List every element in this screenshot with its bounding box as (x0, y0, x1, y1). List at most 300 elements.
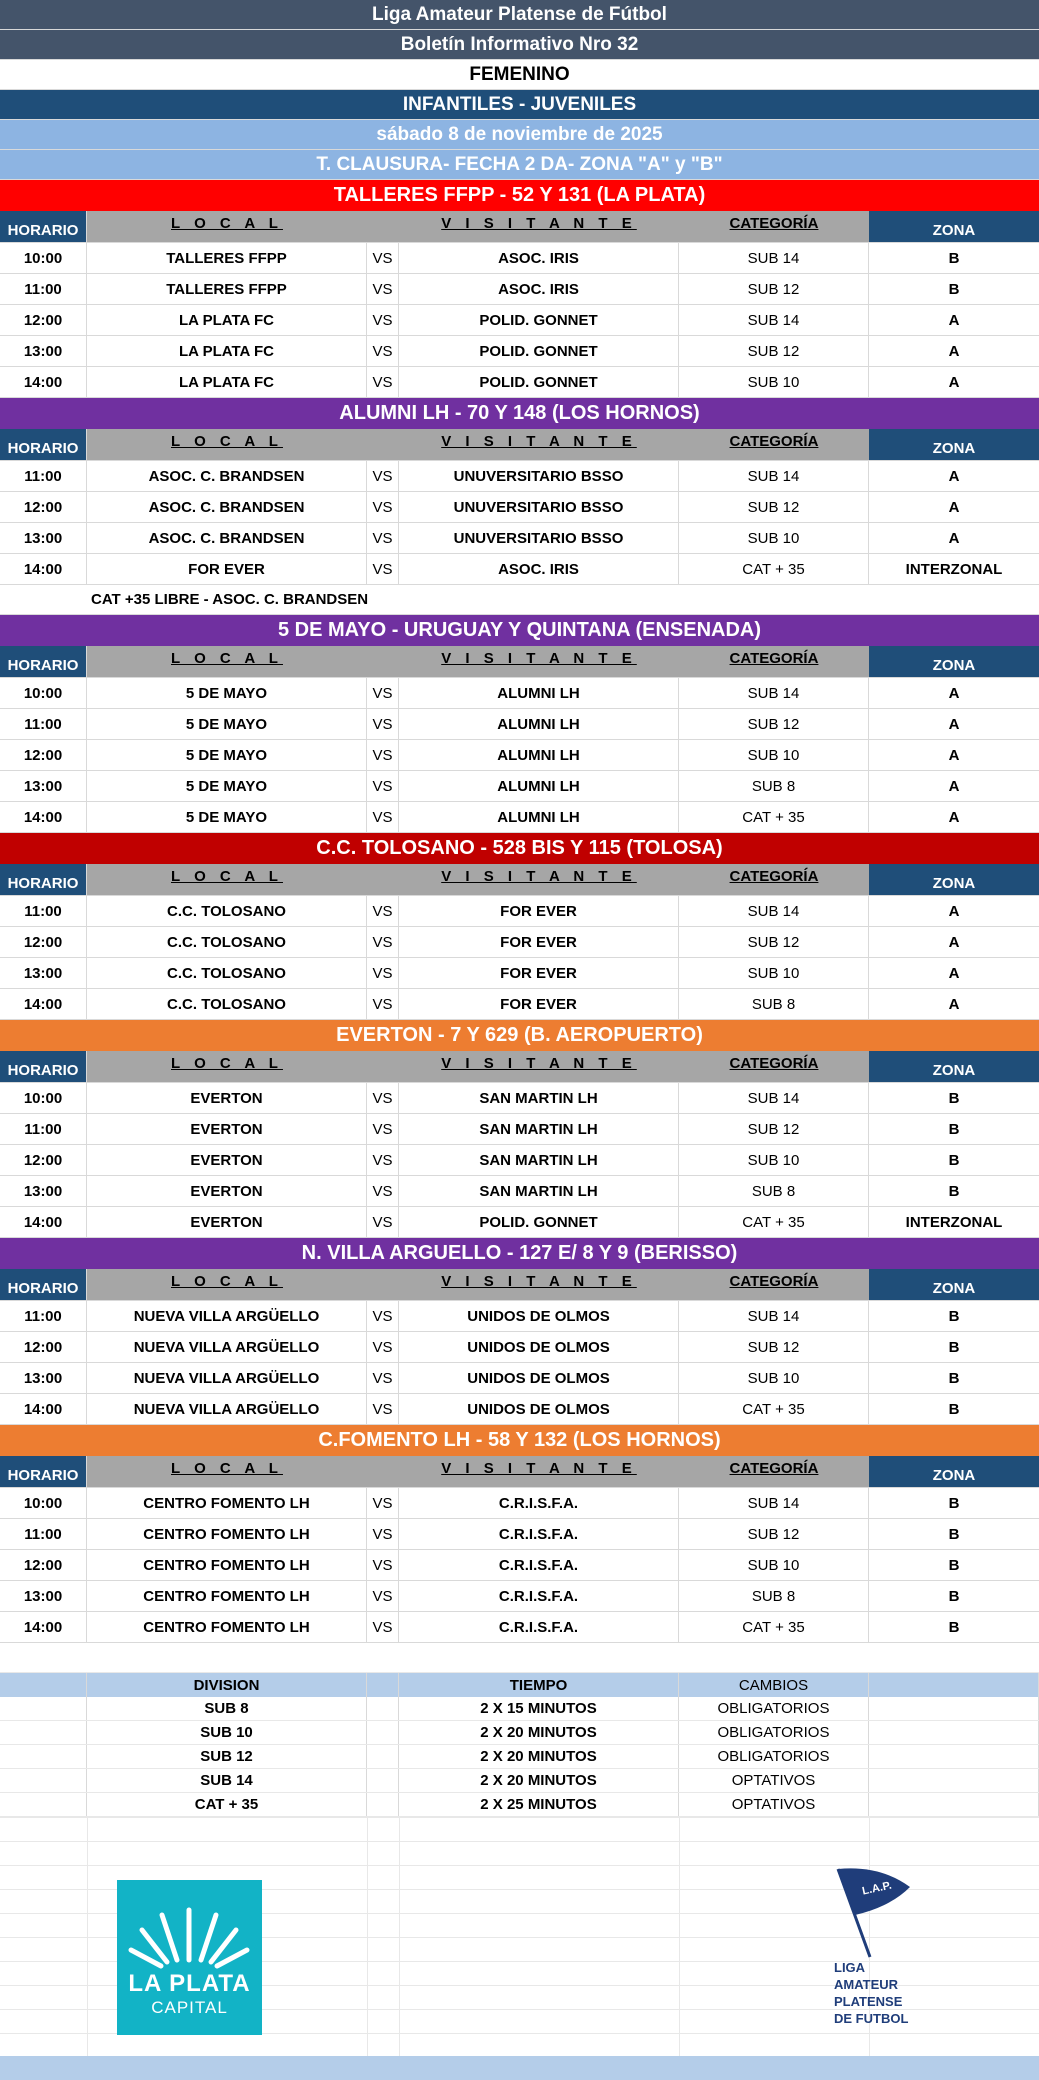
match-category: SUB 8 (679, 989, 869, 1019)
header-categoria: CATEGORÍA (679, 211, 869, 242)
match-row (0, 678, 1039, 709)
rules-division: SUB 12 (87, 1745, 367, 1768)
match-visitor-team: FOR EVER (399, 989, 679, 1019)
match-local-team: EVERTON (87, 1176, 367, 1206)
match-time: 14:00 (0, 802, 87, 832)
match-row (0, 1519, 1039, 1550)
match-time: 12:00 (0, 740, 87, 770)
match-local-team: EVERTON (87, 1145, 367, 1175)
match-local-team: CENTRO FOMENTO LH (87, 1519, 367, 1549)
match-local-team: EVERTON (87, 1207, 367, 1237)
match-visitor-team: ALUMNI LH (399, 678, 679, 708)
match-zone: A (948, 746, 960, 764)
rules-cambios: OBLIGATORIOS (679, 1697, 869, 1720)
match-category: SUB 10 (679, 958, 869, 988)
match-time: 12:00 (0, 305, 87, 335)
match-visitor-team: POLID. GONNET (399, 336, 679, 366)
header-visitante: V I S I T A N T E (399, 1456, 679, 1487)
venue-title: ALUMNI LH - 70 Y 148 (LOS HORNOS) (0, 398, 1039, 429)
match-visitor-team: FOR EVER (399, 896, 679, 926)
match-category: SUB 10 (679, 367, 869, 397)
match-local-team: C.C. TOLOSANO (87, 989, 367, 1019)
match-category: CAT + 35 (679, 1207, 869, 1237)
table-header-row (0, 1456, 1039, 1488)
match-visitor-team: FOR EVER (399, 958, 679, 988)
header-local: L O C A L (87, 211, 367, 242)
match-zone: B (948, 249, 960, 267)
match-vs: VS (367, 1145, 399, 1175)
venues-container (0, 180, 1039, 1643)
flag-icon (830, 1867, 940, 1962)
match-row (0, 1114, 1039, 1145)
la-plata-logo-line2: CAPITAL (151, 1998, 228, 2017)
match-local-team: 5 DE MAYO (87, 740, 367, 770)
match-local-team: ASOC. C. BRANDSEN (87, 523, 367, 553)
header-categoria: CATEGORÍA (679, 429, 869, 460)
match-time: 11:00 (0, 709, 87, 739)
match-time: 11:00 (0, 896, 87, 926)
match-zone: A (948, 933, 960, 951)
match-zone: A (948, 902, 960, 920)
header-local: L O C A L (87, 1051, 367, 1082)
match-row (0, 896, 1039, 927)
header-local: L O C A L (87, 864, 367, 895)
match-time: 11:00 (0, 1301, 87, 1331)
rules-cambios: OBLIGATORIOS (679, 1745, 869, 1768)
match-local-team: ASOC. C. BRANDSEN (87, 461, 367, 491)
match-local-team: 5 DE MAYO (87, 678, 367, 708)
header-categoria: CATEGORÍA (679, 1456, 869, 1487)
rules-empty-cell (869, 1697, 1039, 1720)
match-time: 11:00 (0, 274, 87, 304)
match-category: SUB 10 (679, 523, 869, 553)
match-row (0, 523, 1039, 554)
match-local-team: EVERTON (87, 1083, 367, 1113)
header-empty (367, 1456, 399, 1487)
match-row (0, 709, 1039, 740)
match-zone: B (948, 1587, 960, 1605)
match-category: SUB 12 (679, 927, 869, 957)
match-zone: A (948, 995, 960, 1013)
match-visitor-team: SAN MARTIN LH (399, 1083, 679, 1113)
match-time: 11:00 (0, 1519, 87, 1549)
match-visitor-team: ASOC. IRIS (399, 274, 679, 304)
header-zona: ZONA (869, 1051, 1039, 1082)
match-row (0, 927, 1039, 958)
match-vs: VS (367, 336, 399, 366)
match-zone: A (948, 373, 960, 391)
match-time: 13:00 (0, 958, 87, 988)
match-row (0, 1332, 1039, 1363)
rules-empty-cell (869, 1793, 1039, 1816)
header-horario: HORARIO (0, 1456, 87, 1487)
match-zone: A (948, 777, 960, 795)
match-zone: B (948, 1089, 960, 1107)
match-time: 12:00 (0, 492, 87, 522)
match-vs: VS (367, 1550, 399, 1580)
match-visitor-team: C.R.I.S.F.A. (399, 1550, 679, 1580)
rules-empty-cell (869, 1745, 1039, 1768)
match-zone: B (948, 1494, 960, 1512)
header-zona: ZONA (869, 211, 1039, 242)
match-local-team: NUEVA VILLA ARGÜELLO (87, 1332, 367, 1362)
match-local-team: 5 DE MAYO (87, 802, 367, 832)
match-visitor-team: UNIDOS DE OLMOS (399, 1301, 679, 1331)
table-header-row (0, 646, 1039, 678)
match-visitor-team: C.R.I.S.F.A. (399, 1519, 679, 1549)
rules-row (0, 1745, 1039, 1769)
match-category: SUB 8 (679, 1581, 869, 1611)
spacer-row (0, 1643, 1039, 1673)
rules-empty-cell (0, 1673, 87, 1697)
footer-band (0, 2056, 1039, 2080)
header-categoria: CATEGORÍA (679, 646, 869, 677)
match-time: 10:00 (0, 1488, 87, 1518)
header-zona: ZONA (869, 864, 1039, 895)
match-vs: VS (367, 927, 399, 957)
match-zone: A (948, 467, 960, 485)
match-time: 13:00 (0, 1176, 87, 1206)
match-local-team: C.C. TOLOSANO (87, 958, 367, 988)
match-category: SUB 8 (679, 771, 869, 801)
header-zona: ZONA (869, 646, 1039, 677)
age-category-title: INFANTILES - JUVENILES (0, 90, 1039, 120)
match-row (0, 1612, 1039, 1643)
match-category: SUB 14 (679, 896, 869, 926)
table-header-row (0, 864, 1039, 896)
rules-table (0, 1697, 1039, 1817)
match-category: CAT + 35 (679, 554, 869, 584)
match-visitor-team: C.R.I.S.F.A. (399, 1612, 679, 1642)
match-vs: VS (367, 1176, 399, 1206)
match-row (0, 1145, 1039, 1176)
match-local-team: LA PLATA FC (87, 305, 367, 335)
header-categoria: CATEGORÍA (679, 1269, 869, 1300)
match-visitor-team: UNUVERSITARIO BSSO (399, 461, 679, 491)
match-row (0, 1363, 1039, 1394)
match-row (0, 802, 1039, 833)
header-empty (367, 429, 399, 460)
match-row (0, 1176, 1039, 1207)
match-time: 13:00 (0, 523, 87, 553)
match-time: 13:00 (0, 1581, 87, 1611)
match-vs: VS (367, 1488, 399, 1518)
match-time: 12:00 (0, 1145, 87, 1175)
match-visitor-team: UNIDOS DE OLMOS (399, 1394, 679, 1424)
match-local-team: TALLERES FFPP (87, 243, 367, 273)
match-local-team: FOR EVER (87, 554, 367, 584)
match-vs: VS (367, 1581, 399, 1611)
rules-division: SUB 10 (87, 1721, 367, 1744)
match-category: SUB 10 (679, 1145, 869, 1175)
match-local-team: CENTRO FOMENTO LH (87, 1612, 367, 1642)
match-local-team: C.C. TOLOSANO (87, 896, 367, 926)
rules-empty-cell (869, 1673, 1039, 1697)
header-empty (367, 864, 399, 895)
rules-cambios: OPTATIVOS (679, 1769, 869, 1792)
la-plata-logo-line1: LA PLATA (128, 1970, 251, 1997)
header-zona: ZONA (869, 429, 1039, 460)
match-category: SUB 12 (679, 709, 869, 739)
match-vs: VS (367, 740, 399, 770)
venue-title: TALLERES FFPP - 52 Y 131 (LA PLATA) (0, 180, 1039, 211)
match-row (0, 1581, 1039, 1612)
match-visitor-team: ASOC. IRIS (399, 243, 679, 273)
match-category: SUB 14 (679, 1301, 869, 1331)
match-local-team: NUEVA VILLA ARGÜELLO (87, 1363, 367, 1393)
tournament-title: T. CLAUSURA- FECHA 2 DA- ZONA "A" y "B" (0, 150, 1039, 180)
match-vs: VS (367, 1207, 399, 1237)
match-vs: VS (367, 492, 399, 522)
match-time: 14:00 (0, 367, 87, 397)
match-category: SUB 12 (679, 1114, 869, 1144)
lap-flag-text: L.A.P. (861, 1879, 893, 1898)
venue-title: N. VILLA ARGUELLO - 127 E/ 8 Y 9 (BERISSO) (0, 1238, 1039, 1269)
header-visitante: V I S I T A N T E (399, 429, 679, 460)
match-date: sábado 8 de noviembre de 2025 (0, 120, 1039, 150)
match-time: 14:00 (0, 1612, 87, 1642)
match-local-team: NUEVA VILLA ARGÜELLO (87, 1394, 367, 1424)
match-zone: B (948, 1400, 960, 1418)
match-zone: B (948, 1120, 960, 1138)
rules-empty-cell (0, 1793, 87, 1816)
header-horario: HORARIO (0, 1269, 87, 1300)
match-vs: VS (367, 989, 399, 1019)
match-zone: B (948, 1556, 960, 1574)
rules-tiempo: 2 X 20 MINUTOS (399, 1745, 679, 1768)
match-zone: A (948, 342, 960, 360)
rules-tiempo-header: TIEMPO (399, 1673, 679, 1697)
match-category: SUB 12 (679, 492, 869, 522)
match-time: 10:00 (0, 243, 87, 273)
venue-note: CAT +35 LIBRE - ASOC. C. BRANDSEN (0, 585, 1039, 615)
table-header-row (0, 429, 1039, 461)
match-category: SUB 14 (679, 678, 869, 708)
match-vs: VS (367, 461, 399, 491)
match-zone: INTERZONAL (905, 1213, 1003, 1231)
rules-tiempo: 2 X 20 MINUTOS (399, 1721, 679, 1744)
match-category: SUB 10 (679, 1550, 869, 1580)
header-zona: ZONA (869, 1456, 1039, 1487)
rules-row (0, 1793, 1039, 1817)
match-category: SUB 14 (679, 461, 869, 491)
match-zone: B (948, 1307, 960, 1325)
lap-line2: AMATEUR (834, 1977, 899, 1992)
match-category: SUB 12 (679, 274, 869, 304)
rules-division: CAT + 35 (87, 1793, 367, 1816)
match-local-team: LA PLATA FC (87, 367, 367, 397)
table-header-row (0, 1269, 1039, 1301)
match-zone: B (948, 280, 960, 298)
match-time: 13:00 (0, 771, 87, 801)
match-row (0, 336, 1039, 367)
match-row (0, 771, 1039, 802)
sun-rays-icon (117, 1880, 262, 1970)
match-zone: INTERZONAL (905, 560, 1003, 578)
match-row (0, 740, 1039, 771)
match-vs: VS (367, 1363, 399, 1393)
match-category: SUB 10 (679, 1363, 869, 1393)
header-visitante: V I S I T A N T E (399, 864, 679, 895)
logos-area (0, 1817, 1039, 2075)
rules-row (0, 1769, 1039, 1793)
match-vs: VS (367, 896, 399, 926)
venue-title: 5 DE MAYO - URUGUAY Y QUINTANA (ENSENADA) (0, 615, 1039, 646)
match-zone: A (948, 808, 960, 826)
rules-row (0, 1721, 1039, 1745)
match-category: SUB 14 (679, 1083, 869, 1113)
rules-empty-cell (0, 1745, 87, 1768)
match-zone: A (948, 715, 960, 733)
match-row (0, 1488, 1039, 1519)
match-row (0, 1550, 1039, 1581)
match-visitor-team: ASOC. IRIS (399, 554, 679, 584)
match-row (0, 1394, 1039, 1425)
match-local-team: TALLERES FFPP (87, 274, 367, 304)
match-visitor-team: UNUVERSITARIO BSSO (399, 492, 679, 522)
header-local: L O C A L (87, 1269, 367, 1300)
match-visitor-team: SAN MARTIN LH (399, 1145, 679, 1175)
header-horario: HORARIO (0, 646, 87, 677)
header-categoria: CATEGORÍA (679, 864, 869, 895)
rules-empty-cell (367, 1769, 399, 1792)
match-local-team: NUEVA VILLA ARGÜELLO (87, 1301, 367, 1331)
gender-title: FEMENINO (0, 60, 1039, 90)
match-zone: B (948, 1151, 960, 1169)
bulletin-number: Boletín Informativo Nro 32 (0, 30, 1039, 60)
match-time: 11:00 (0, 1114, 87, 1144)
header-zona: ZONA (869, 1269, 1039, 1300)
header-horario: HORARIO (0, 1051, 87, 1082)
header-empty (367, 1051, 399, 1082)
rules-empty-cell (0, 1721, 87, 1744)
match-zone: B (948, 1182, 960, 1200)
match-time: 14:00 (0, 1394, 87, 1424)
match-category: SUB 14 (679, 243, 869, 273)
match-visitor-team: ALUMNI LH (399, 771, 679, 801)
rules-division: SUB 8 (87, 1697, 367, 1720)
match-visitor-team: UNIDOS DE OLMOS (399, 1332, 679, 1362)
match-zone: A (948, 498, 960, 516)
match-vs: VS (367, 1301, 399, 1331)
match-row (0, 1207, 1039, 1238)
match-row (0, 367, 1039, 398)
match-category: SUB 12 (679, 1332, 869, 1362)
match-row (0, 1301, 1039, 1332)
lap-line3: PLATENSE (834, 1994, 903, 2009)
match-row (0, 989, 1039, 1020)
rules-tiempo: 2 X 25 MINUTOS (399, 1793, 679, 1816)
match-vs: VS (367, 274, 399, 304)
match-time: 11:00 (0, 461, 87, 491)
match-category: SUB 10 (679, 740, 869, 770)
match-category: SUB 14 (679, 1488, 869, 1518)
match-zone: B (948, 1618, 960, 1636)
match-zone: B (948, 1338, 960, 1356)
rules-cambios: OPTATIVOS (679, 1793, 869, 1816)
match-local-team: EVERTON (87, 1114, 367, 1144)
match-zone: A (948, 529, 960, 547)
match-visitor-team: POLID. GONNET (399, 305, 679, 335)
match-vs: VS (367, 1394, 399, 1424)
match-visitor-team: ALUMNI LH (399, 740, 679, 770)
match-row (0, 305, 1039, 336)
match-vs: VS (367, 1114, 399, 1144)
match-local-team: C.C. TOLOSANO (87, 927, 367, 957)
match-category: SUB 14 (679, 305, 869, 335)
la-plata-capital-logo (117, 1880, 262, 2035)
rules-division-header: DIVISION (87, 1673, 367, 1697)
header-horario: HORARIO (0, 429, 87, 460)
match-visitor-team: C.R.I.S.F.A. (399, 1488, 679, 1518)
match-time: 10:00 (0, 1083, 87, 1113)
match-zone: A (948, 684, 960, 702)
match-vs: VS (367, 1083, 399, 1113)
match-vs: VS (367, 1332, 399, 1362)
venue-title: EVERTON - 7 Y 629 (B. AEROPUERTO) (0, 1020, 1039, 1051)
match-time: 12:00 (0, 1332, 87, 1362)
rules-empty-cell (869, 1721, 1039, 1744)
header-local: L O C A L (87, 646, 367, 677)
match-visitor-team: UNIDOS DE OLMOS (399, 1363, 679, 1393)
match-category: CAT + 35 (679, 1612, 869, 1642)
header-horario: HORARIO (0, 864, 87, 895)
match-vs: VS (367, 305, 399, 335)
match-time: 12:00 (0, 927, 87, 957)
match-vs: VS (367, 1519, 399, 1549)
match-local-team: CENTRO FOMENTO LH (87, 1581, 367, 1611)
match-category: SUB 12 (679, 1519, 869, 1549)
match-category: CAT + 35 (679, 1394, 869, 1424)
match-visitor-team: POLID. GONNET (399, 367, 679, 397)
match-category: SUB 8 (679, 1176, 869, 1206)
match-vs: VS (367, 554, 399, 584)
rules-row (0, 1697, 1039, 1721)
match-visitor-team: POLID. GONNET (399, 1207, 679, 1237)
match-category: CAT + 35 (679, 802, 869, 832)
rules-division: SUB 14 (87, 1769, 367, 1792)
lap-line4: DE FUTBOL (834, 2011, 909, 2026)
lap-line1: LIGA (834, 1960, 866, 1975)
match-local-team: 5 DE MAYO (87, 709, 367, 739)
match-row (0, 958, 1039, 989)
match-time: 13:00 (0, 1363, 87, 1393)
match-visitor-team: C.R.I.S.F.A. (399, 1581, 679, 1611)
match-vs: VS (367, 367, 399, 397)
match-visitor-team: FOR EVER (399, 927, 679, 957)
match-time: 10:00 (0, 678, 87, 708)
match-visitor-team: ALUMNI LH (399, 802, 679, 832)
match-zone: B (948, 1525, 960, 1543)
lap-logo-text (834, 1959, 908, 2027)
rules-tiempo: 2 X 20 MINUTOS (399, 1769, 679, 1792)
rules-empty-cell (367, 1721, 399, 1744)
match-row (0, 243, 1039, 274)
league-title: Liga Amateur Platense de Fútbol (0, 0, 1039, 30)
match-local-team: CENTRO FOMENTO LH (87, 1550, 367, 1580)
match-visitor-team: UNUVERSITARIO BSSO (399, 523, 679, 553)
match-time: 13:00 (0, 336, 87, 366)
match-time: 14:00 (0, 554, 87, 584)
header-empty (367, 1269, 399, 1300)
header-local: L O C A L (87, 429, 367, 460)
match-row (0, 274, 1039, 305)
match-vs: VS (367, 678, 399, 708)
match-visitor-team: SAN MARTIN LH (399, 1176, 679, 1206)
rules-empty-cell (0, 1697, 87, 1720)
match-row (0, 492, 1039, 523)
match-visitor-team: SAN MARTIN LH (399, 1114, 679, 1144)
